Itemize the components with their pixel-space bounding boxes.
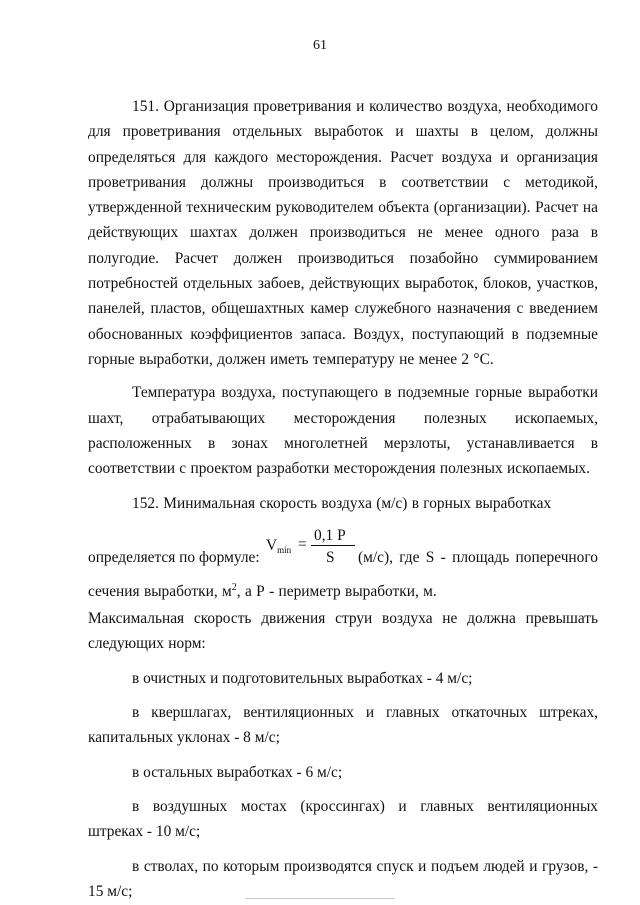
paragraph-151: 151. Организация проветривания и количество воздуха, необходимого для проветривания отдельных выработок и шахты в целом, должны определяться для каждого месторождения. Расчет воздуха и организация проветривания должны производиться в соответствии с методикой, утвержденной техническим руководителем объекта (организации). Расчет на действующих шахтах должен производиться не менее одного раза в полугодие. Расчет должен производиться позабойно суммированием потребностей отдельных забоев, действующих выработок, блоков, участков, панелей, пластов, общешахтных камер служебного назначения с введением обоснованных коэффициентов запаса. Воздух, поступающий в подземные горные выработки, должен иметь температуру не менее 2 °С. xyxy=(88,98,598,368)
formula-denominator: S xyxy=(326,548,335,566)
formula-tail-text: (м/с), где S - площадь поперечного xyxy=(358,549,598,567)
norm-item-1: в очистных и подготовительных выработках - 4 м/с; xyxy=(132,669,473,687)
formula-line xyxy=(88,521,598,575)
paragraph-152-intro: 152. Минимальная скорость воздуха (м/с) в горных выработках xyxy=(132,495,552,513)
paragraph-permafrost: Температура воздуха, поступающего в подземные горные выработки шахт, отрабатывающих месторождения полезных ископаемых, расположенных в зонах многолетней мерзлоты, устанавливается в соответствии с проектом разработки месторождения полезных ископаемых. xyxy=(88,384,598,478)
formula-numerator: 0,1 P xyxy=(314,526,346,544)
formula-lead-text: определяется по формуле: xyxy=(88,549,260,567)
norm-item-3: в остальных выработках - 6 м/с; xyxy=(132,763,343,781)
formula-equals: = xyxy=(298,535,307,553)
formula-v: $V_{min}$ xyxy=(266,536,292,555)
norm-item-5: в стволах, по которым производятся спуск и подъем людей и грузов, - 15 м/с; xyxy=(88,857,598,900)
norm-item-4: в воздушных мостах (кроссингах) и главных вентиляционных штреках - 10 м/с; xyxy=(88,797,598,841)
cross-section-text: сечения выработки, $м^2$, а Р - периметр выработки, м. xyxy=(88,581,437,600)
norm-item-2: в квершлагах, вентиляционных и главных откаточных штреках, капитальных уклонах - 8 м/с; xyxy=(88,704,598,747)
bottom-edge-line xyxy=(245,898,395,899)
document-body xyxy=(88,94,598,904)
page-number: 61 xyxy=(313,38,327,53)
max-speed-text: Максимальная скорость движения струи воздуха не должна превышать следующих норм: xyxy=(88,610,598,653)
velocity-formula xyxy=(266,523,362,569)
